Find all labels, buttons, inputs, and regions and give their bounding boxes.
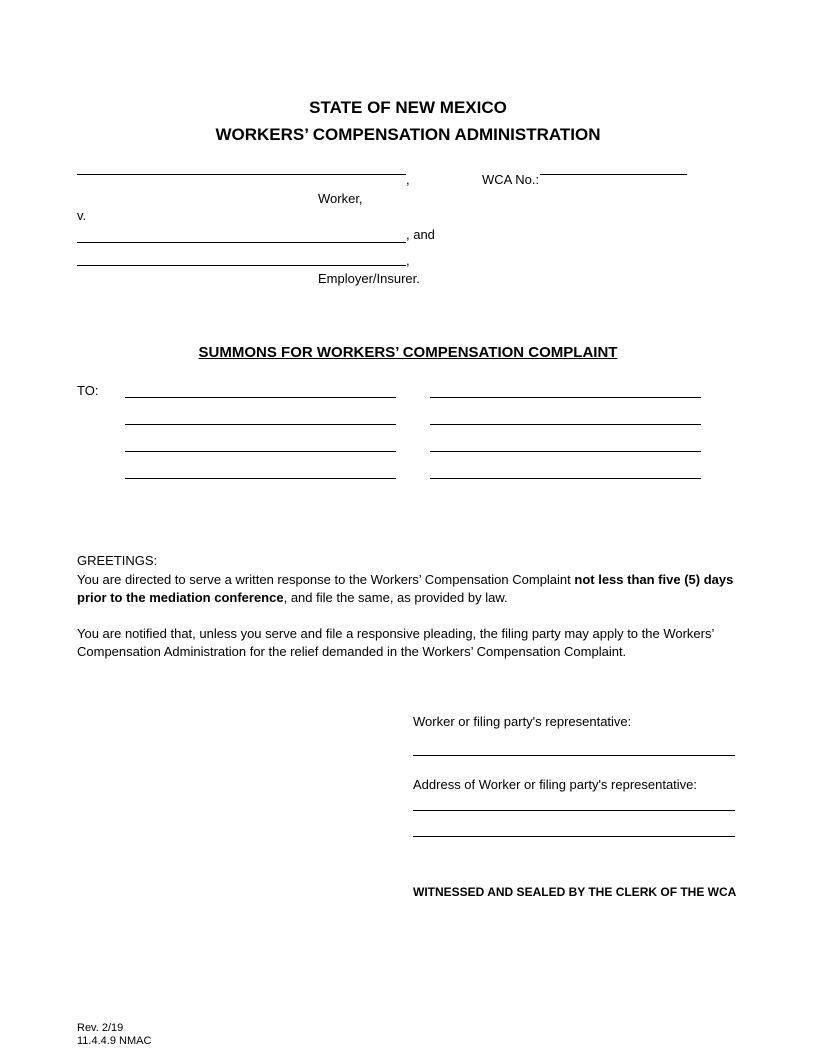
employer-name-line[interactable] (77, 242, 406, 243)
representative-label: Worker or filing party's representative: (413, 714, 632, 729)
state-title: STATE OF NEW MEXICO (309, 98, 507, 117)
versus-label: v. (77, 208, 87, 223)
employer-insurer-label: Employer/Insurer. (318, 271, 420, 286)
to-left-line-1[interactable] (125, 397, 396, 398)
notice-paragraph: You are notified that, unless you serve and file a responsive pleading, the filing party may apply to the Workers’ Compensation Administration for the relief demanded in the Workers’ Compensation Complaint. (77, 626, 714, 659)
insurer-name-line[interactable] (77, 265, 406, 266)
revision-label: Rev. 2/19 (77, 1022, 124, 1034)
to-left-line-2[interactable] (125, 424, 396, 425)
directive-paragraph (77, 571, 737, 607)
to-right-line-2[interactable] (430, 424, 701, 425)
directive-text-end: , and file the same, as provided by law. (283, 590, 508, 605)
address-line-2[interactable] (413, 836, 735, 837)
address-line-1[interactable] (413, 810, 735, 811)
to-right-line-4[interactable] (430, 478, 701, 479)
directive-deadline: not less than five (5) days prior to the mediation conference (77, 572, 734, 605)
to-label: TO: (77, 383, 99, 398)
worker-name-line[interactable] (77, 174, 406, 175)
and-label: , and (406, 227, 435, 242)
agency-title: WORKERS’ COMPENSATION ADMINISTRATION (215, 125, 601, 144)
to-left-line-4[interactable] (125, 478, 396, 479)
nmac-label: 11.4.4.9 NMAC (77, 1035, 152, 1047)
to-right-line-3[interactable] (430, 451, 701, 452)
worker-comma: , (406, 172, 410, 187)
directive-text-start: You are directed to serve a written response to the Workers’ Compensation Complaint (77, 572, 575, 587)
address-label: Address of Worker or filing party's representative: (413, 777, 698, 792)
to-left-line-3[interactable] (125, 451, 396, 452)
to-right-line-1[interactable] (430, 397, 701, 398)
representative-line[interactable] (413, 755, 735, 756)
greetings-label: GREETINGS: (77, 553, 158, 568)
witnessed-label: WITNESSED AND SEALED BY THE CLERK OF THE WCA (413, 885, 737, 899)
summons-title: SUMMONS FOR WORKERS’ COMPENSATION COMPLAINT (198, 344, 618, 361)
wca-no-label: WCA No.: (482, 172, 540, 187)
worker-label: Worker, (318, 191, 363, 206)
wca-no-line[interactable] (540, 174, 687, 175)
insurer-comma: , (406, 253, 410, 268)
